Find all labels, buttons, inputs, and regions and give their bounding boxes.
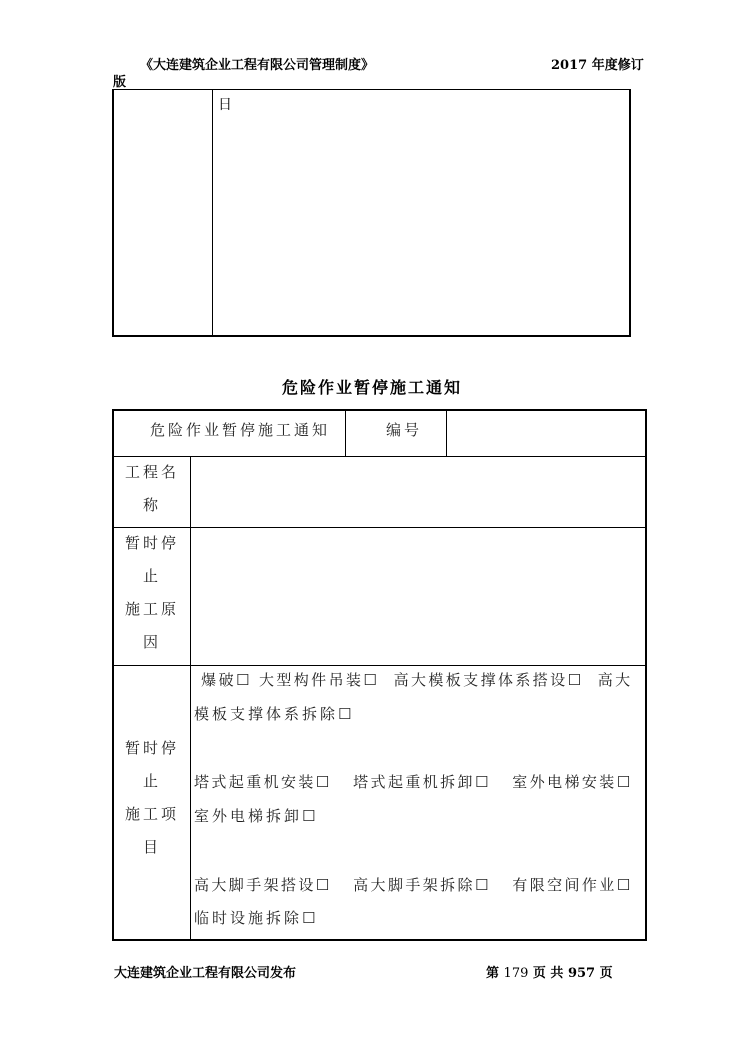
footer-publisher: 大连建筑企业工程有限公司发布	[114, 966, 297, 981]
items-line-3[interactable]: 塔式起重机安装☐ 塔式起重机拆卸☐ 室外电梯安装☐	[194, 773, 633, 791]
table-divider	[212, 90, 213, 335]
reason-field[interactable]	[192, 529, 643, 664]
row-divider	[114, 527, 645, 528]
footer-page-suffix: 页	[599, 966, 613, 981]
previous-form-table	[112, 89, 631, 337]
items-label-4: 目	[142, 838, 161, 856]
form-title: 危险作业暂停施工通知	[281, 378, 462, 397]
col-divider	[345, 411, 346, 456]
items-line-1[interactable]: 爆破☐ 大型构件吊装☐ 高大模板支撑体系搭设☐ 高大	[194, 671, 633, 689]
items-label-1: 暂时停	[124, 739, 179, 757]
reason-label-1: 暂时停	[124, 534, 179, 552]
col-divider	[190, 456, 191, 939]
project-name-field[interactable]	[192, 458, 643, 526]
items-line-5[interactable]: 高大脚手架搭设☐ 高大脚手架拆除☐ 有限空间作业☐	[194, 876, 633, 894]
form-header-cell: 危险作业暂停施工通知	[150, 421, 331, 439]
footer-page-total: 957	[567, 966, 596, 981]
header-title: 《大连建筑企业工程有限公司管理制度》	[140, 58, 375, 73]
project-name-label-1: 工程名	[124, 463, 179, 481]
suspension-notice-form	[112, 409, 647, 941]
header-revision: 2017 年度修订	[551, 58, 644, 73]
row-divider	[114, 456, 645, 457]
header-title-wrap: 版	[113, 75, 127, 90]
items-line-4[interactable]: 室外电梯拆卸☐	[194, 807, 319, 825]
footer-page-number	[486, 962, 613, 981]
items-line-2[interactable]: 模板支撑体系拆除☐	[194, 705, 355, 723]
reason-label-3: 施工原	[124, 600, 179, 618]
reason-label-4: 因	[142, 633, 161, 651]
items-line-6[interactable]: 临时设施拆除☐	[194, 909, 319, 927]
footer-page-mid: 页 共	[532, 966, 564, 981]
items-label-2: 止	[142, 772, 161, 790]
col-divider	[446, 411, 447, 456]
items-label-3: 施工项	[124, 805, 179, 823]
number-label: 编号	[386, 421, 423, 439]
number-field[interactable]	[448, 412, 642, 454]
row-divider	[114, 665, 645, 666]
footer-page-current: 179	[503, 966, 529, 981]
footer-page-prefix: 第	[486, 966, 500, 981]
date-cell-text: 日	[218, 97, 232, 113]
project-name-label-2: 称	[142, 496, 161, 514]
reason-label-2: 止	[142, 567, 161, 585]
